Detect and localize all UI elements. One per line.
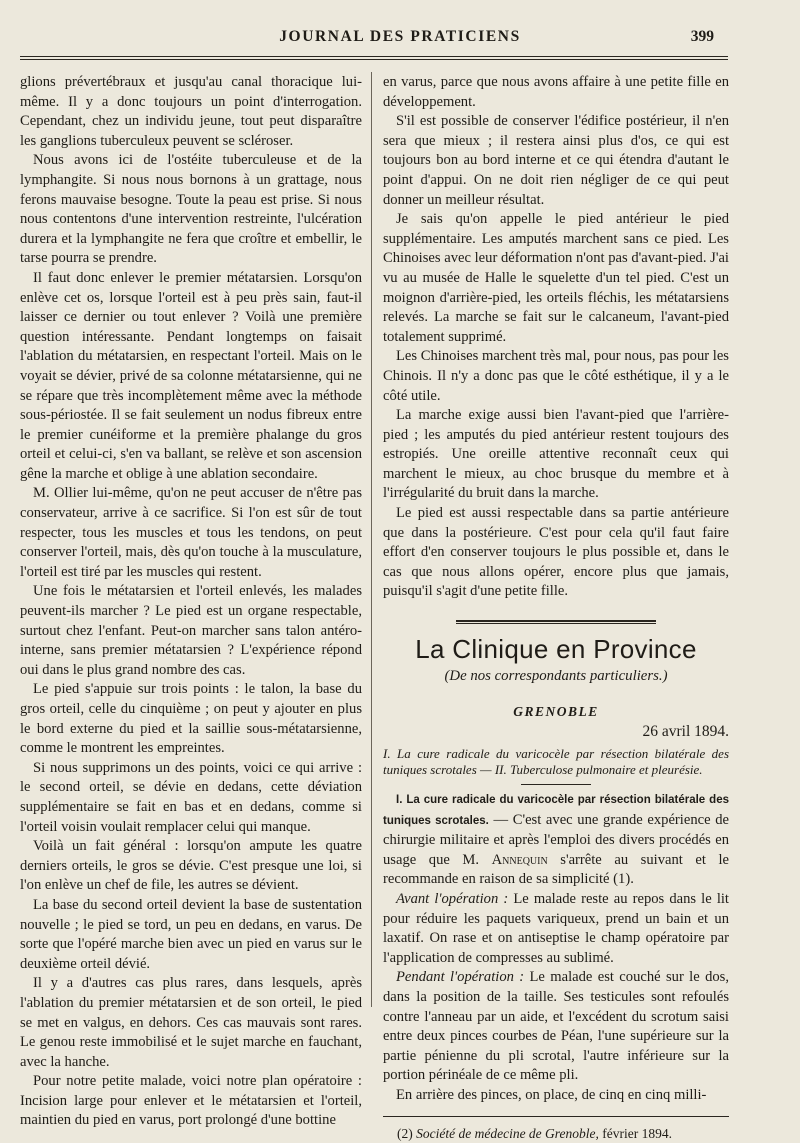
section-subtitle: (De nos correspondants particuliers.) [444, 668, 668, 685]
paragraph: Le pied s'appuie sur trois points : le talon, la base du gros orteil, celle du cinquième ; on peut y ajouter en plus le bord externe du pied et la saillie sous-métatarsienne, comme le montrent les empreintes. [20, 681, 362, 757]
paragraph: Nous avons ici de l'ostéite tuberculeuse et de la lymphangite. Si nous nous bornons à un grattage, nous ferons mauvaise besogne. Toute la peau est prise. Si nous nous contentons d'une intervention restreinte, l'ulcération durera et la lymphangite ne fera que croître et embellir, le tarse pourra se prendre. [20, 152, 362, 267]
paragraph: Je sais qu'on appelle le pied antérieur le pied supplémentaire. Les amputés marchent sans ce pied. Les Chinoises avec leur déformation n'ont pas d'avant-pied. J'ai vu au musée de Halle le squelette d'un tel pied. C'est un moignon d'arrière-pied, les orteils fléchis, les métatarsiens relevés. La marche se fait sur le calcaneum, l'avant-pied totalement supprimé. [383, 211, 729, 345]
paragraph: glions prévertébraux et jusqu'au canal thoracique lui-même. Il y a donc toujours un point d'interrogation. Cependant, chez un individu jeune, tout peut disparaître les ganglions tuberculeux peuvent se scléroser. [20, 74, 362, 149]
left-column [20, 73, 362, 1131]
paragraph: Il faut donc enlever le premier métatarsien. Lorsqu'on enlève cet os, lorsque l'orteil est à peu près sain, faut-il laisser ce dernier ou tout enlever ? Voilà une première question intéressante. Pendant longtemps on faisait l'ablation du métatarsien, en respectant l'orteil. Mais on le voyait se dévier, privé de sa colonne métatarsienne, qui ne se répare que très incomplètement même avec la méthode sous-périostée. Il se fait seulement un nodus fibreux entre le premier cunéiforme et la première phalange du gros orteil et celui-ci, s'en va ballant, se relève et son ascension gêne la marche et oblige à une ablation secondaire. [20, 269, 362, 482]
paragraph: en varus, parce que nous avons affaire à une petite fille en développement. [383, 74, 729, 110]
page-header [0, 26, 800, 54]
dateline: 26 avril 1894. [642, 723, 729, 741]
running-title: JOURNAL DES PRATICIENS [279, 28, 521, 45]
footnote [383, 1125, 729, 1143]
footnote-source: Société de médecine de Grenoble, [416, 1125, 599, 1141]
column-divider [371, 72, 372, 1007]
paragraph: En arrière des pinces, on place, de cinq en cinq milli- [396, 1086, 707, 1103]
city-heading: GRENOBLE [513, 704, 599, 720]
paragraph: Une fois le métatarsien et l'orteil enlevés, les malades peuvent-ils marcher ? Le pied est un organe respectable, surtout chez l'enfant. Peut-on marcher sans talon antéro-interne, sans premier métatarsien ? L'expérience répond oui dans le plus grand nombre des cas. [20, 583, 362, 678]
paragraph: M. Ollier lui-même, qu'on ne peut accuser de n'être pas conservateur, arrive à ce sacrifice. Si l'on est sûr de tout respecter, tous les muscles et tous les tendons, on peut conserver l'orteil, mais, dès qu'on touche à la musculature, l'orteil est tiré par les muscles qui restent. [20, 485, 362, 580]
run-in-label: Avant l'opération : [396, 891, 509, 907]
paragraph-text: — C'est avec une grande expérience de chirurgie militaire et après l'emploi des divers procédés en usage que M. [383, 811, 729, 868]
header-rule [20, 56, 728, 57]
paragraph: S'il est possible de conserver l'édifice postérieur, il n'en sera que mieux ; il restera ainsi plus d'os, ce qui est toujours bon au bord interne et ce qui étendra d'autant le point d'appui. On ne doit rien négliger de ce qui peut donner un meilleur résultat. [383, 113, 729, 208]
paragraph: Il y a d'autres cas plus rares, dans lesquels, après l'ablation du premier métatarsien et de son orteil, le pied se met en valgus, en dehors. Ces cas mauvais sont rares. Le genou reste immobilisé et le sujet marche en fauchant, avec la hanche. [20, 975, 362, 1070]
section-rule [456, 620, 656, 624]
footnote-date: février 1894. [602, 1125, 673, 1141]
paragraph-text: Le malade reste au repos dans le lit pour réduire les paquets variqueux, prend un bain et un laxatif. On rase et on antiseptise le champ opératoire par l'application de compresses au sublimé. [383, 891, 729, 966]
paragraph [383, 790, 729, 890]
paragraph: La marche exige aussi bien l'avant-pied que l'arrière-pied ; les amputés du pied antérieur restent toujours des estropiés. Une oreille attentive reconnaît ceux qui marchent le mieux, au choc brusque du membre et à l'irrégularité du bruit dans la marche. [383, 407, 729, 502]
footnote-rule [383, 1116, 729, 1117]
paragraph-text: s'arrête au suivant et le recommande en raison de sa simplicité (1). [383, 851, 729, 888]
paragraph: Les Chinoises marchent très mal, pour nous, pas pour les Chinois. Il n'y a donc pas que le côté esthétique, il y a le côté utile. [383, 348, 729, 404]
section-title: La Clinique en Province [415, 634, 697, 665]
paragraph: Voilà un fait général : lorsqu'on ampute les quatre derniers orteils, le gros se dévie. C'est presque une loi, si l'on enlève un chef de file, les autres se dévient. [20, 838, 362, 894]
article-summary: I. La cure radicale du varicocèle par résection bilatérale des tuniques scrotales — II. Tuberculose pulmonaire et pleurésie. [383, 746, 729, 778]
paragraph: La base du second orteil devient la base de sustentation nouvelle ; le pied se tord, un peu en dedans, en varus. De sorte que l'opéré marche bien avec un pied en varus sur le deuxième orteil dévié. [20, 896, 362, 972]
run-in-label: Pendant l'opération : [396, 969, 525, 986]
paragraph-text: Le malade est couché sur le dos, dans la position de la taille. Ses testicules sont refoulés contre l'anneau par un aide, et l'excédent du scrotum saisi entre deux pinces courbes de Péan, l'une supérieure sur la partie pénienne du pli scrotal, l'autre inférieure sur la portion périnéale de ce même pli. [383, 969, 729, 1084]
right-column [383, 73, 729, 1143]
page-number: 399 [690, 28, 714, 45]
paragraph: Le pied est aussi respectable dans sa partie antérieure que dans la postérieure. C'est pour cela qu'il faut faire effort d'en conserver toujours le plus possible et, dans le cas que nous allons opérer, encore plus que jamais, puisqu'il s'agit d'une petite fille. [383, 505, 729, 600]
summary-rule [521, 784, 591, 785]
paragraph [383, 968, 729, 1086]
article-heading: I. La cure radicale du varicocèle par résection bilatérale des tuniques scrotales. [383, 794, 729, 827]
header-rule-thin [20, 59, 728, 60]
paragraph: Si nous supprimons un des points, voici ce qui arrive : le second orteil, se dévie en dedans, cette déviation supplémentaire se fait en bas et en dedans, comme si l'orteil voisin voulait remplacer celui qui manque. [20, 759, 362, 835]
footnote-number: (2) [397, 1125, 413, 1141]
author-name: Annequin [491, 851, 548, 868]
paragraph: Pour notre petite malade, voici notre plan opératoire : Incision large pour enlever et le métatarsien et l'orteil, maintien du pied en varus, port prolongé d'une bottine [20, 1073, 362, 1129]
paragraph [383, 890, 729, 968]
